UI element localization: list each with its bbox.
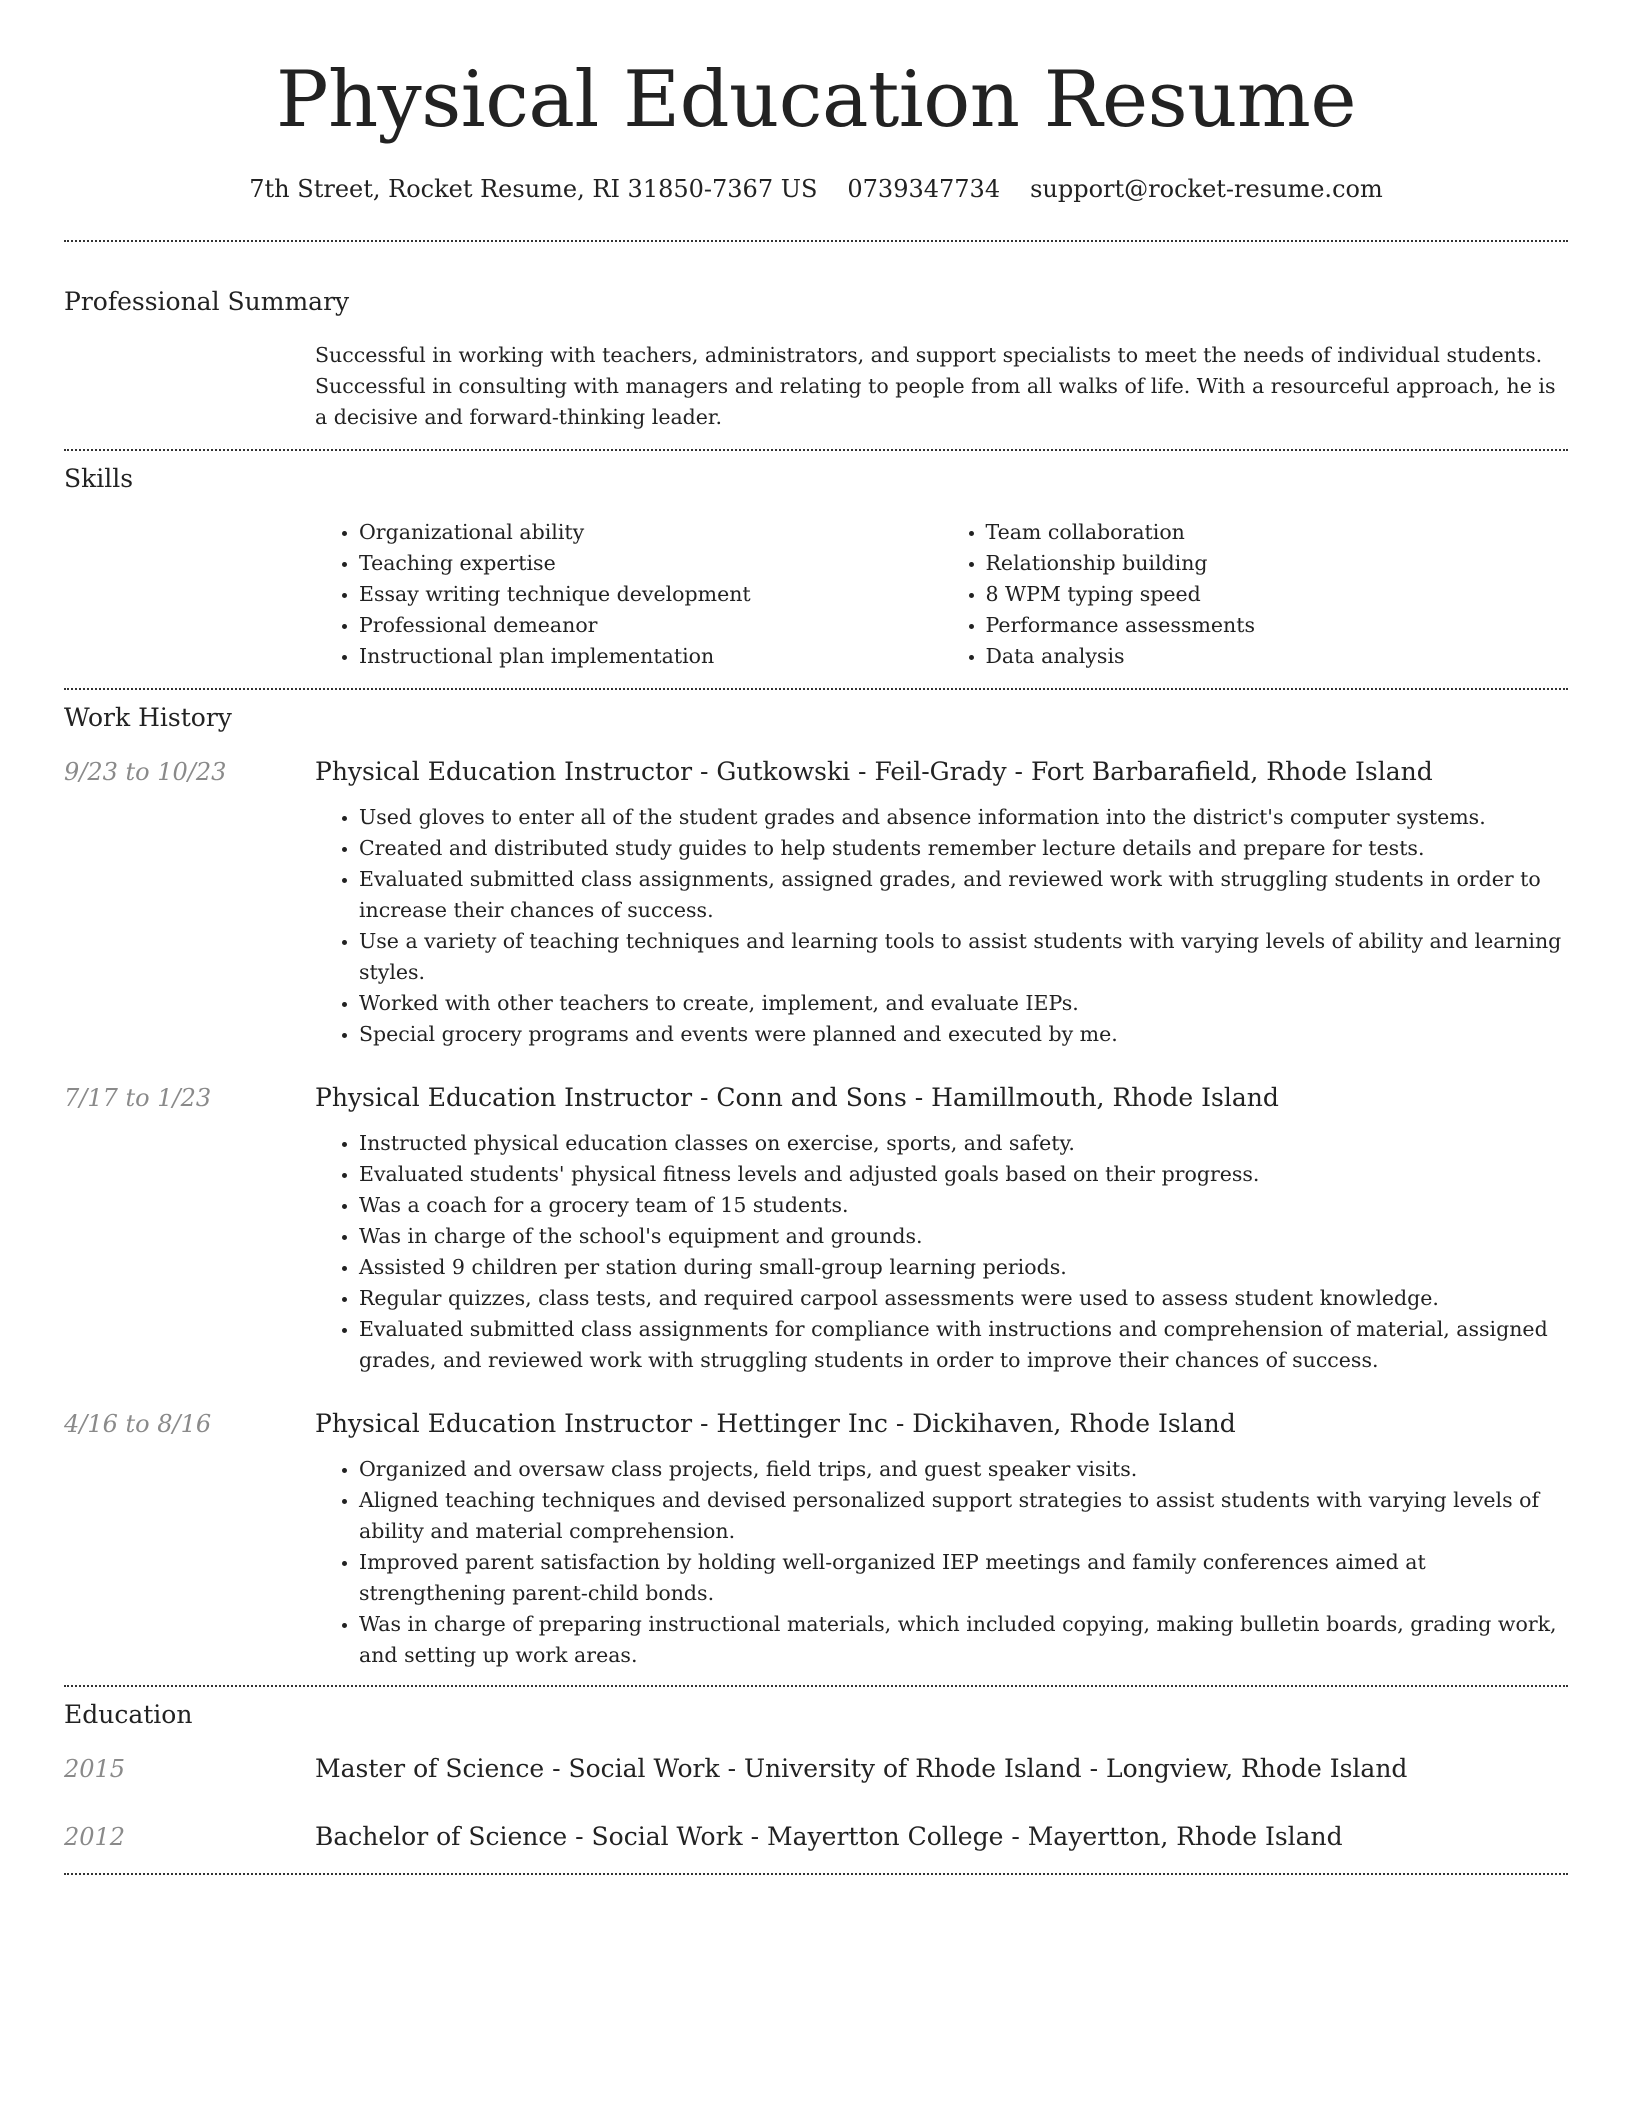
skills-section	[64, 463, 1568, 672]
job-heading: Physical Education Instructor - Gutkowski - Feil-Grady - Fort Barbarafield, Rhode Island	[315, 757, 1433, 786]
skill-item: • Teaching expertise	[359, 548, 942, 579]
job-bullet: • Regular quizzes, class tests, and required carpool assessments were used to assess student knowledge.	[359, 1283, 1568, 1314]
job-bullet: • Evaluated submitted class assignments, assigned grades, and reviewed work with struggling students in order to increase their chances of success.	[359, 864, 1568, 926]
education-entry	[64, 1821, 1568, 1853]
education-section	[64, 1699, 1568, 1853]
skill-item: • Relationship building	[986, 548, 1569, 579]
section-title-summary: Professional Summary	[64, 287, 350, 316]
section-divider	[64, 240, 1568, 242]
job-bullet: • Was a coach for a grocery team of 15 students.	[359, 1190, 1568, 1221]
job-bullet: • Use a variety of teaching techniques and learning tools to assist students with varying levels of ability and learning styles.	[359, 926, 1568, 988]
skill-item: • Performance assessments	[986, 610, 1569, 641]
skill-item: • Organizational ability	[359, 517, 942, 548]
job-bullets	[315, 1128, 1568, 1376]
job-dates: 4/16 to 8/16	[64, 1410, 212, 1438]
section-title-work: Work History	[64, 703, 232, 732]
section-divider	[64, 688, 1568, 690]
work-section	[64, 702, 1568, 1671]
job-bullet: • Assisted 9 children per station during small-group learning periods.	[359, 1252, 1568, 1283]
contact-email[interactable]: support@rocket-resume.com	[1030, 175, 1383, 203]
skills-list-left	[315, 517, 942, 672]
skill-item: • Data analysis	[986, 641, 1569, 672]
contact-line	[64, 174, 1568, 204]
education-heading: Bachelor of Science - Social Work - Mayertton College - Mayertton, Rhode Island	[315, 1822, 1343, 1851]
job-bullet: • Organized and oversaw class projects, field trips, and guest speaker visits.	[359, 1454, 1568, 1485]
section-divider	[64, 449, 1568, 451]
job-heading: Physical Education Instructor - Conn and Sons - Hamillmouth, Rhode Island	[315, 1083, 1279, 1112]
job-bullet: • Evaluated submitted class assignments for compliance with instructions and comprehension of material, assigned grades, and reviewed work with struggling students in order to improve their chances of success.	[359, 1314, 1568, 1376]
resume-page	[64, 0, 1568, 1875]
job-entry	[64, 1082, 1568, 1376]
job-header	[64, 756, 1568, 788]
contact-phone: 0739347734	[847, 175, 1001, 203]
skill-item: • Essay writing technique development	[359, 579, 942, 610]
skill-item: • Team collaboration	[986, 517, 1569, 548]
job-header	[64, 1408, 1568, 1440]
page-title: Physical Education Resume	[275, 55, 1357, 145]
job-bullet: • Was in charge of preparing instructional materials, which included copying, making bulletin boards, grading work, and setting up work areas.	[359, 1609, 1568, 1671]
skills-list-right	[942, 517, 1569, 672]
section-title-skills: Skills	[64, 464, 134, 493]
job-bullet: • Special grocery programs and events were planned and executed by me.	[359, 1019, 1568, 1050]
job-bullet: • Improved parent satisfaction by holding well-organized IEP meetings and family conferences aimed at strengthening parent-child bonds.	[359, 1547, 1568, 1609]
job-bullet: • Was in charge of the school's equipment and grounds.	[359, 1221, 1568, 1252]
job-dates: 9/23 to 10/23	[64, 758, 227, 786]
job-entry	[64, 756, 1568, 1050]
job-entry	[64, 1408, 1568, 1671]
education-heading: Master of Science - Social Work - University of Rhode Island - Longview, Rhode Island	[315, 1754, 1408, 1783]
job-dates: 7/17 to 1/23	[64, 1084, 212, 1112]
skills-grid	[315, 517, 1568, 672]
education-year: 2012	[64, 1823, 126, 1851]
job-bullet: • Evaluated students' physical fitness levels and adjusted goals based on their progress.	[359, 1159, 1568, 1190]
job-bullets	[315, 1454, 1568, 1671]
job-bullet: • Worked with other teachers to create, implement, and evaluate IEPs.	[359, 988, 1568, 1019]
summary-text: Successful in working with teachers, administrators, and support specialists to meet the needs of individual students. Successful in consulting with managers and relating to people from all walks of life. With a resourceful approach, he is a decisive and forward-thinking leader.	[315, 343, 1556, 429]
job-bullet: • Instructed physical education classes on exercise, sports, and safety.	[359, 1128, 1568, 1159]
job-bullet: • Used gloves to enter all of the student grades and absence information into the district's computer systems.	[359, 802, 1568, 833]
section-title-education: Education	[64, 1700, 193, 1729]
job-heading: Physical Education Instructor - Hettinger Inc - Dickihaven, Rhode Island	[315, 1409, 1236, 1438]
education-entry	[64, 1753, 1568, 1785]
section-divider	[64, 1873, 1568, 1875]
section-divider	[64, 1685, 1568, 1687]
skill-item: • 8 WPM typing speed	[986, 579, 1569, 610]
job-bullet: • Aligned teaching techniques and devised personalized support strategies to assist students with varying levels of ability and material comprehension.	[359, 1485, 1568, 1547]
contact-address: 7th Street, Rocket Resume, RI 31850-7367 US	[249, 175, 818, 203]
skill-item: • Professional demeanor	[359, 610, 942, 641]
job-bullets	[315, 802, 1568, 1050]
skill-item: • Instructional plan implementation	[359, 641, 942, 672]
summary-section	[64, 286, 1568, 433]
education-year: 2015	[64, 1755, 126, 1783]
job-bullet: • Created and distributed study guides to help students remember lecture details and prepare for tests.	[359, 833, 1568, 864]
job-header	[64, 1082, 1568, 1114]
